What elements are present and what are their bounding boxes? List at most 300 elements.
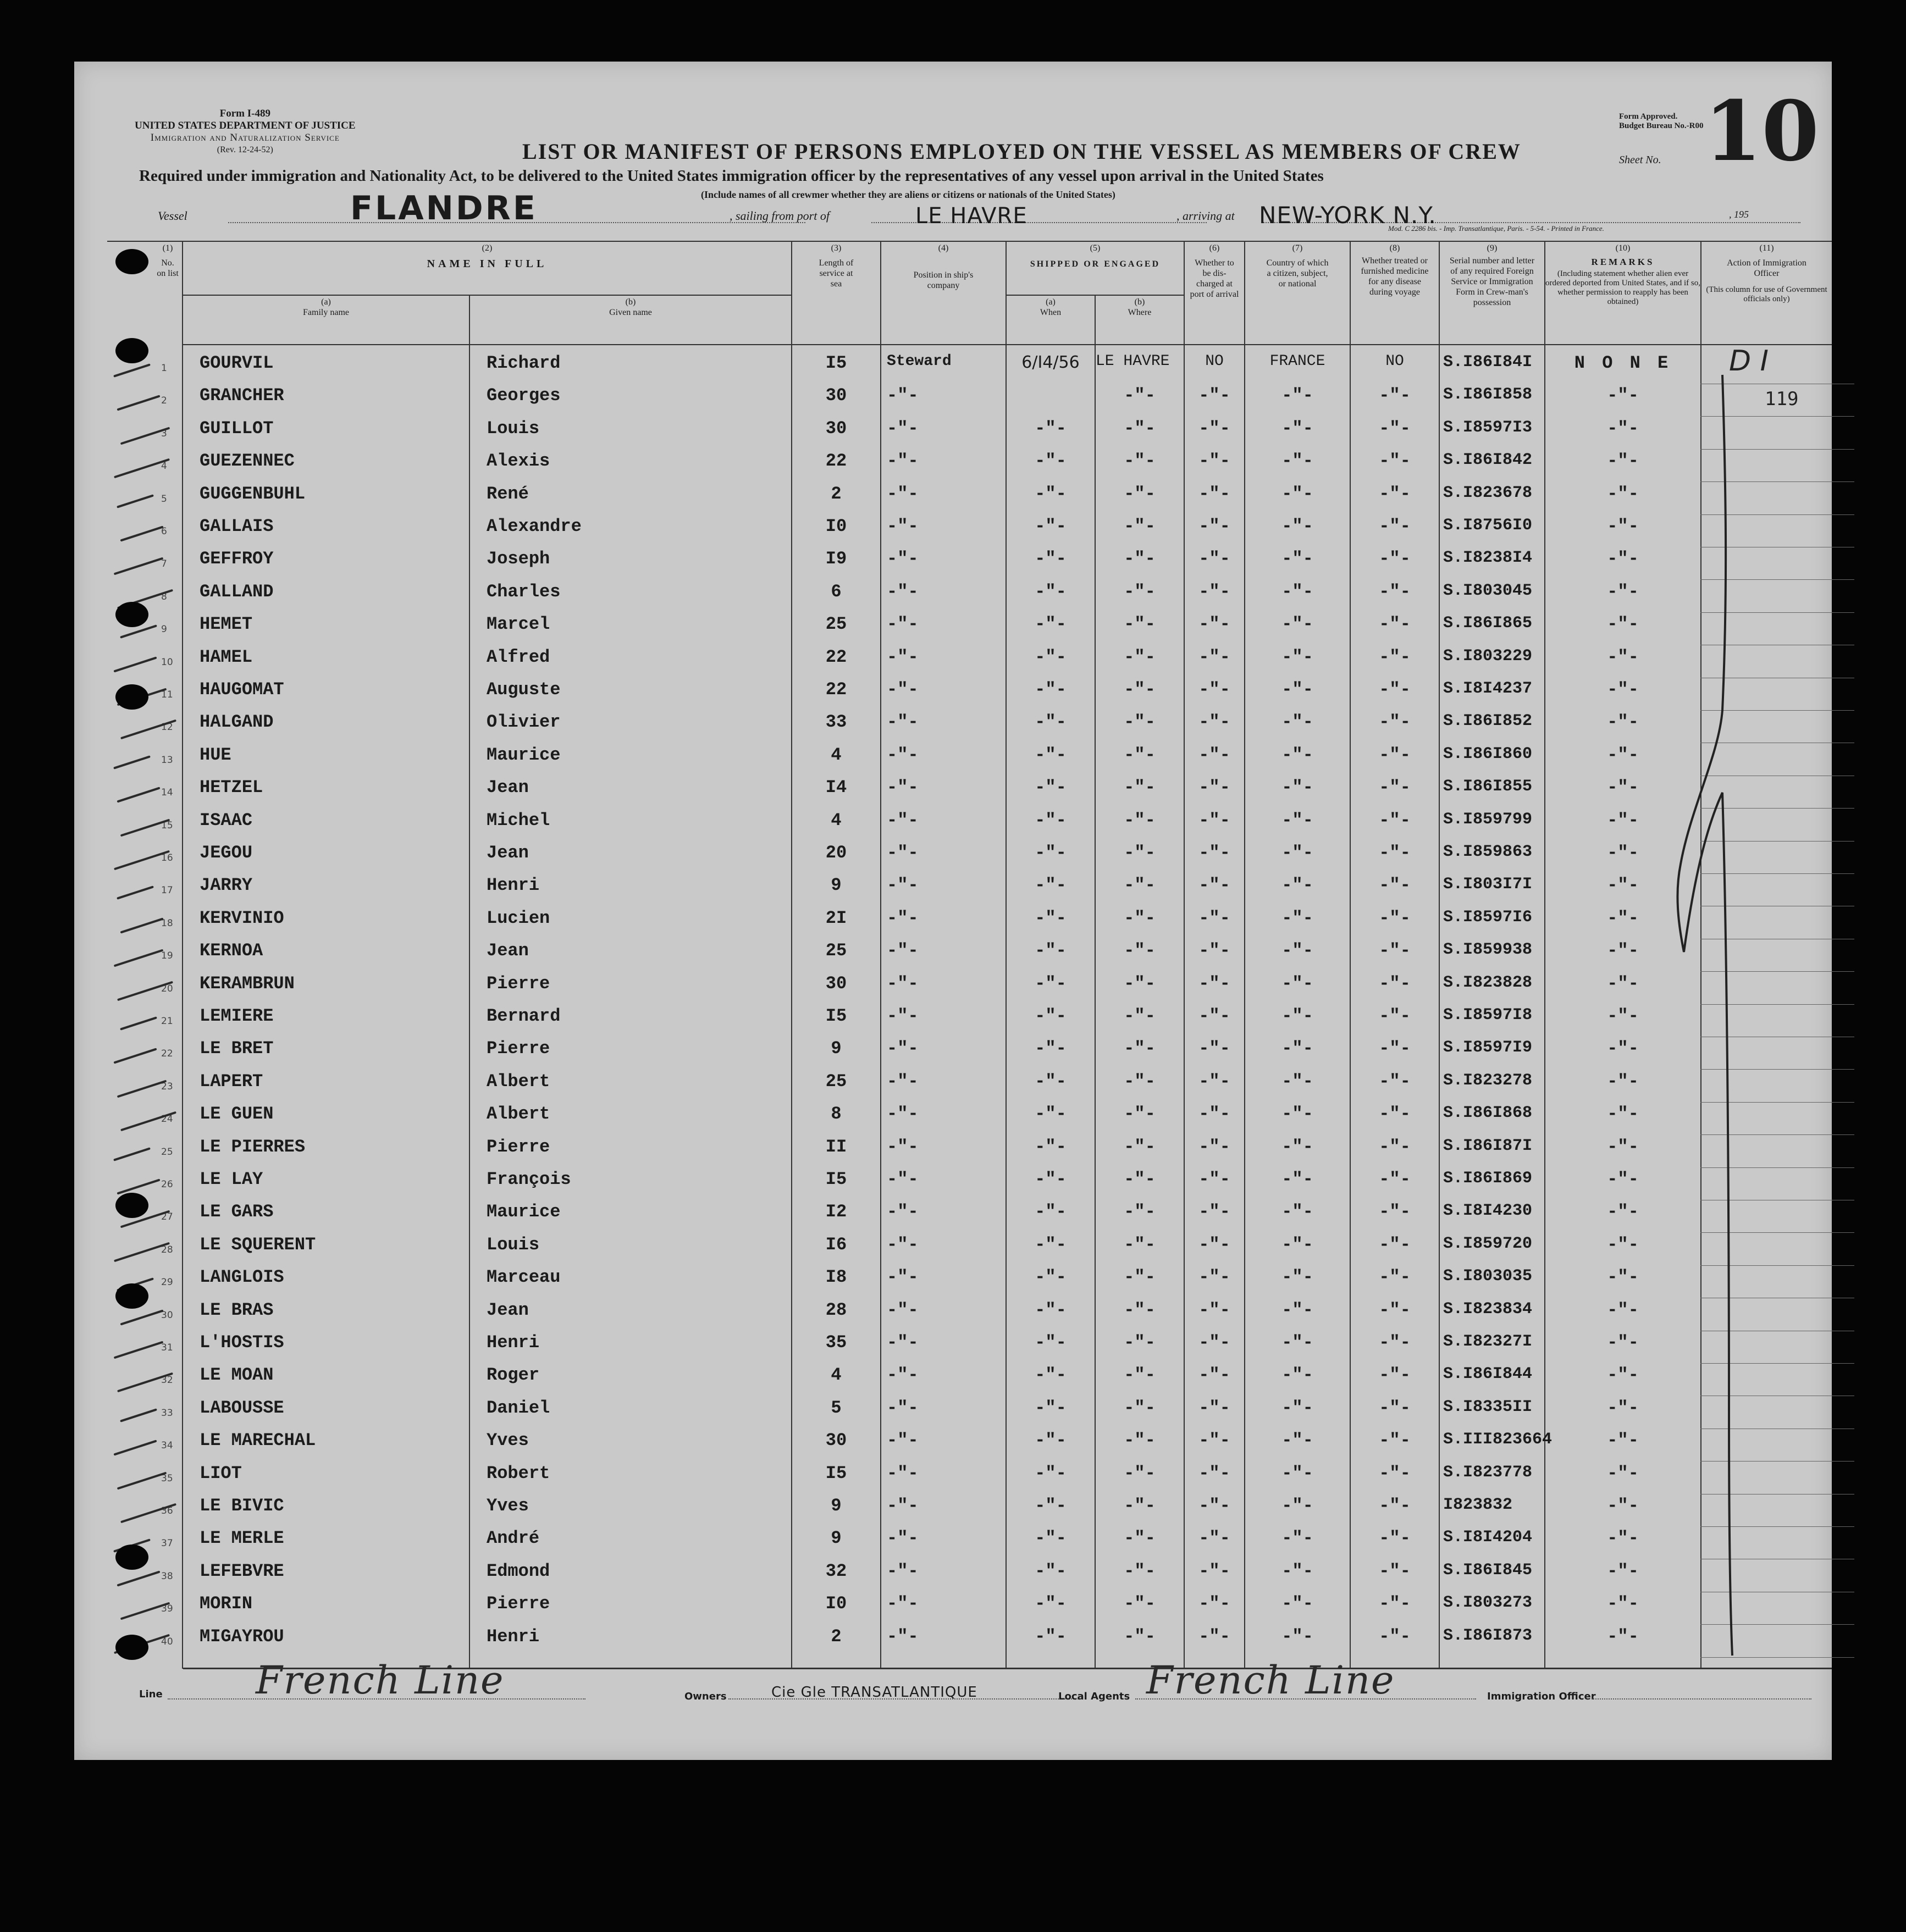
cell-position: -"-	[887, 1365, 919, 1385]
col11-subheader: (This column for use of Government officials only)	[1706, 285, 1827, 303]
cell-medicine: -"-	[1379, 647, 1411, 667]
cell-serial: S.I8597I9	[1443, 1038, 1533, 1057]
cell-serial: S.I86I84I	[1443, 353, 1533, 372]
grid-vline	[880, 241, 881, 1669]
cell-when: -"-	[1035, 1006, 1067, 1026]
col2-header: NAME IN FULL	[427, 258, 548, 270]
cell-when: -"-	[1035, 484, 1067, 504]
row-number: 19	[161, 950, 173, 961]
cell-length: 22	[825, 451, 847, 471]
cell-country: -"-	[1281, 843, 1313, 863]
cell-remarks: -"-	[1607, 385, 1639, 406]
owners-label: Owners	[684, 1691, 727, 1702]
cell-given: Charles	[487, 582, 561, 602]
cell-where: -"-	[1124, 908, 1156, 928]
cell-remarks: -"-	[1607, 973, 1639, 994]
cell-length: 2	[831, 484, 842, 504]
cell-when: -"-	[1035, 1463, 1067, 1483]
cell-given: Pierre	[487, 973, 550, 994]
cell-discharged: -"-	[1198, 1593, 1230, 1614]
cell-country: -"-	[1281, 679, 1313, 700]
cell-remarks: -"-	[1607, 418, 1639, 439]
cell-serial: S.I86I868	[1443, 1104, 1533, 1122]
cell-remarks: -"-	[1607, 940, 1639, 961]
cell-when: -"-	[1035, 810, 1067, 831]
cell-medicine: -"-	[1379, 1137, 1411, 1157]
cell-given: Pierre	[487, 1137, 550, 1157]
cell-medicine: -"-	[1379, 745, 1411, 765]
cell-when: -"-	[1035, 1398, 1067, 1418]
cell-discharged: -"-	[1198, 1496, 1230, 1516]
local-agents-label: Local Agents	[1058, 1691, 1130, 1702]
cell-position: -"-	[887, 1071, 919, 1092]
cell-given: Albert	[487, 1104, 550, 1124]
cell-when: -"-	[1035, 1267, 1067, 1287]
cell-country: -"-	[1281, 908, 1313, 928]
cell-position: -"-	[887, 1038, 919, 1059]
cell-family: GUILLOT	[200, 418, 274, 439]
cell-position: -"-	[887, 1235, 919, 1255]
punch-hole	[115, 1635, 148, 1660]
cell-family: LEFEBVRE	[200, 1561, 284, 1581]
cell-given: René	[487, 484, 529, 504]
cell-where: -"-	[1124, 1463, 1156, 1483]
vessel-label: Vessel	[158, 209, 187, 223]
cell-discharged: -"-	[1198, 1626, 1230, 1647]
cell-where: -"-	[1124, 1593, 1156, 1614]
check-mark	[117, 1472, 167, 1490]
cell-family: HETZEL	[200, 777, 263, 798]
printer-info: Mod. C 2286 bis. - Imp. Transatlantique, Paris. - 5-54. - Printed in France.	[1388, 224, 1604, 232]
cell-country: -"-	[1281, 712, 1313, 732]
cell-family: MIGAYROU	[200, 1626, 284, 1647]
cell-given: Georges	[487, 385, 561, 406]
cell-serial: S.I8335II	[1443, 1398, 1533, 1416]
check-mark	[114, 557, 164, 575]
cell-discharged: -"-	[1198, 418, 1230, 439]
row-number: 35	[161, 1473, 173, 1484]
cell-when: -"-	[1035, 875, 1067, 895]
cell-where: -"-	[1124, 614, 1156, 634]
cell-discharged: -"-	[1198, 1137, 1230, 1157]
cell-medicine: -"-	[1379, 418, 1411, 439]
cell-family: GUGGENBUHL	[200, 484, 306, 504]
row-number: 9	[161, 624, 167, 635]
cell-remarks: -"-	[1607, 1267, 1639, 1287]
cell-given: Robert	[487, 1463, 550, 1483]
arrival-port: NEW-YORK N.Y.	[1259, 202, 1437, 229]
row-number: 24	[161, 1114, 173, 1125]
cell-remarks: -"-	[1607, 1104, 1639, 1124]
cell-when: -"-	[1035, 1626, 1067, 1647]
row-number: 2	[161, 395, 167, 406]
cell-serial: S.I823828	[1443, 973, 1533, 992]
col10-subheader: (Including statement whether alien ever ordered deported from United States, and if so, whether permission to reapply has been obtained)	[1545, 269, 1701, 306]
cell-given: François	[487, 1169, 571, 1189]
cell-length: 9	[831, 875, 842, 895]
cell-when: -"-	[1035, 1528, 1067, 1548]
cell-where: -"-	[1124, 1626, 1156, 1647]
cell-given: Alexandre	[487, 516, 582, 536]
cell-medicine: NO	[1385, 353, 1404, 370]
cell-where: -"-	[1124, 1202, 1156, 1222]
col9-header: Serial number and letter of any required Foreign Service or Immigration Form in Crew-man's possession	[1449, 256, 1535, 307]
col7-number: (7)	[1292, 243, 1303, 253]
cell-discharged: -"-	[1198, 385, 1230, 406]
cell-country: -"-	[1281, 1626, 1313, 1647]
cell-remarks: -"-	[1607, 1300, 1639, 1320]
cell-family: GALLAIS	[200, 516, 274, 536]
cell-when: -"-	[1035, 745, 1067, 765]
cell-position: -"-	[887, 712, 919, 732]
cell-family: GRANCHER	[200, 385, 284, 406]
cell-family: KERNOA	[200, 940, 263, 961]
cell-serial: S.I86I852	[1443, 712, 1533, 730]
officer-annotation: D I	[1729, 345, 1769, 378]
punch-hole	[115, 684, 148, 710]
cell-where: -"-	[1124, 1071, 1156, 1092]
cell-given: Albert	[487, 1071, 550, 1092]
punch-hole	[115, 602, 148, 627]
approval-block	[1619, 112, 1704, 131]
cell-given: Edmond	[487, 1561, 550, 1581]
cell-serial: S.I859863	[1443, 843, 1533, 861]
cell-serial: S.I823678	[1443, 484, 1533, 502]
cell-serial: S.I8597I3	[1443, 418, 1533, 437]
cell-family: HAUGOMAT	[200, 679, 284, 700]
cell-position: -"-	[887, 1496, 919, 1516]
cell-remarks: -"-	[1607, 843, 1639, 863]
service-name: Immigration and Naturalization Service	[150, 132, 340, 143]
cell-when: -"-	[1035, 973, 1067, 994]
cell-medicine: -"-	[1379, 1202, 1411, 1222]
cell-position: -"-	[887, 647, 919, 667]
cell-position: -"-	[887, 810, 919, 831]
cell-given: Henri	[487, 875, 540, 895]
cell-country: -"-	[1281, 940, 1313, 961]
cell-discharged: -"-	[1198, 1398, 1230, 1418]
cell-discharged: -"-	[1198, 973, 1230, 994]
cell-length: 22	[825, 679, 847, 700]
cell-country: -"-	[1281, 549, 1313, 569]
cell-position: -"-	[887, 1202, 919, 1222]
cell-position: -"-	[887, 1137, 919, 1157]
col5-number: (5)	[1090, 243, 1101, 253]
col5a-number: (a)	[1046, 297, 1056, 307]
cell-given: Pierre	[487, 1593, 550, 1614]
cell-medicine: -"-	[1379, 1561, 1411, 1581]
cell-remarks: -"-	[1607, 679, 1639, 700]
cell-remarks: -"-	[1607, 1496, 1639, 1516]
cell-country: -"-	[1281, 516, 1313, 536]
cell-family: LE GARS	[200, 1202, 274, 1222]
check-mark	[120, 1016, 157, 1030]
cell-when: -"-	[1035, 1235, 1067, 1255]
cell-serial: S.I86I873	[1443, 1626, 1533, 1645]
cell-remarks: -"-	[1607, 908, 1639, 928]
cell-when: -"-	[1035, 1430, 1067, 1451]
grid-vline	[1439, 241, 1440, 1669]
cell-length: 25	[825, 940, 847, 961]
cell-length: I5	[825, 1169, 847, 1189]
cell-serial: S.I859799	[1443, 810, 1533, 829]
cell-where: -"-	[1124, 1169, 1156, 1189]
department-name: UNITED STATES DEPARTMENT OF JUSTICE	[135, 120, 356, 131]
cell-when: -"-	[1035, 940, 1067, 961]
cell-country: -"-	[1281, 582, 1313, 602]
cell-remarks: -"-	[1607, 1071, 1639, 1092]
cell-position: -"-	[887, 451, 919, 471]
check-mark	[114, 949, 164, 967]
cell-family: L'HOSTIS	[200, 1332, 284, 1353]
cell-remarks: -"-	[1607, 1332, 1639, 1353]
cell-family: LE MOAN	[200, 1365, 274, 1385]
cell-given: Auguste	[487, 679, 561, 700]
cell-discharged: -"-	[1198, 843, 1230, 863]
cell-medicine: -"-	[1379, 1071, 1411, 1092]
cell-where: -"-	[1124, 1300, 1156, 1320]
form-number: Form I-489	[219, 108, 270, 119]
check-mark	[117, 1570, 160, 1586]
punch-hole	[115, 338, 148, 363]
cell-medicine: -"-	[1379, 843, 1411, 863]
cell-medicine: -"-	[1379, 614, 1411, 634]
row-number: 38	[161, 1571, 173, 1582]
cell-given: Jean	[487, 940, 529, 961]
cell-given: Jean	[487, 1300, 529, 1320]
cell-where: -"-	[1124, 1006, 1156, 1026]
cell-position: -"-	[887, 1593, 919, 1614]
cell-country: -"-	[1281, 1038, 1313, 1059]
cell-length: I4	[825, 777, 847, 798]
cell-medicine: -"-	[1379, 1398, 1411, 1418]
cell-serial: S.I8I4204	[1443, 1528, 1533, 1547]
cell-country: FRANCE	[1269, 353, 1325, 370]
cell-serial: S.I8597I8	[1443, 1006, 1533, 1025]
cell-position: -"-	[887, 777, 919, 798]
cell-where: -"-	[1124, 1137, 1156, 1157]
cell-country: -"-	[1281, 1463, 1313, 1483]
cell-remarks: -"-	[1607, 1202, 1639, 1222]
cell-discharged: -"-	[1198, 451, 1230, 471]
cell-discharged: -"-	[1198, 1561, 1230, 1581]
cell-serial: S.I8I4230	[1443, 1202, 1533, 1220]
cell-position: Steward	[887, 353, 952, 370]
row-number: 26	[161, 1179, 173, 1190]
cell-remarks: N O N E	[1574, 353, 1672, 373]
cell-given: Yves	[487, 1496, 529, 1516]
col11-number: (11)	[1759, 243, 1774, 253]
cell-discharged: -"-	[1198, 875, 1230, 895]
cell-serial: S.I86I842	[1443, 451, 1533, 469]
cell-medicine: -"-	[1379, 1169, 1411, 1189]
cell-country: -"-	[1281, 1430, 1313, 1451]
check-mark	[117, 885, 154, 899]
year-label: , 195	[1729, 209, 1749, 220]
cell-discharged: -"-	[1198, 516, 1230, 536]
cell-given: Louis	[487, 1235, 540, 1255]
cell-serial: S.I8238I4	[1443, 549, 1533, 567]
row-number: 31	[161, 1342, 173, 1353]
cell-country: -"-	[1281, 1104, 1313, 1124]
cell-position: -"-	[887, 745, 919, 765]
owners-value: Cie Gle TRANSATLANTIQUE	[771, 1684, 977, 1701]
cell-country: -"-	[1281, 484, 1313, 504]
cell-length: I5	[825, 353, 847, 373]
row-number: 14	[161, 787, 173, 798]
cell-remarks: -"-	[1607, 1528, 1639, 1548]
cell-position: -"-	[887, 908, 919, 928]
check-mark	[117, 1178, 160, 1194]
cell-position: -"-	[887, 385, 919, 406]
cell-position: -"-	[887, 1332, 919, 1353]
cell-where: -"-	[1124, 385, 1156, 406]
cell-length: I9	[825, 549, 847, 569]
cell-length: 9	[831, 1038, 842, 1059]
header-bottom-rule	[183, 344, 1832, 345]
cell-position: -"-	[887, 614, 919, 634]
cell-discharged: -"-	[1198, 1202, 1230, 1222]
cell-discharged: -"-	[1198, 1104, 1230, 1124]
cell-where: -"-	[1124, 712, 1156, 732]
cell-given: Daniel	[487, 1398, 550, 1418]
cell-length: 32	[825, 1561, 847, 1581]
cell-medicine: -"-	[1379, 582, 1411, 602]
cell-length: 9	[831, 1528, 842, 1548]
cell-family: LE BRAS	[200, 1300, 274, 1320]
cell-when: -"-	[1035, 843, 1067, 863]
row-number: 36	[161, 1505, 173, 1516]
check-mark	[117, 395, 160, 411]
check-mark	[113, 1048, 157, 1064]
sailing-label: , sailing from port of	[730, 209, 830, 223]
cell-length: 30	[825, 385, 847, 406]
cell-position: -"-	[887, 1430, 919, 1451]
cell-country: -"-	[1281, 1561, 1313, 1581]
cell-position: -"-	[887, 843, 919, 863]
cell-when: -"-	[1035, 908, 1067, 928]
row-number: 40	[161, 1636, 173, 1647]
cell-discharged: -"-	[1198, 940, 1230, 961]
col5-header: SHIPPED OR ENGAGED	[1030, 259, 1161, 269]
cell-remarks: -"-	[1607, 484, 1639, 504]
cell-where: -"-	[1124, 1038, 1156, 1059]
manifest-sheet	[74, 62, 1832, 1760]
check-mark	[120, 917, 163, 933]
cell-where: -"-	[1124, 1104, 1156, 1124]
cell-country: -"-	[1281, 777, 1313, 798]
col3-number: (3)	[831, 243, 842, 253]
form-approved-text: Form Approved.	[1619, 112, 1678, 121]
col6-number: (6)	[1209, 243, 1220, 253]
cell-remarks: -"-	[1607, 549, 1639, 569]
cell-given: Jean	[487, 843, 529, 863]
cell-discharged: -"-	[1198, 679, 1230, 700]
cell-position: -"-	[887, 1561, 919, 1581]
cell-given: Joseph	[487, 549, 550, 569]
header-top-rule	[107, 241, 1832, 242]
cell-country: -"-	[1281, 1006, 1313, 1026]
check-mark	[120, 1408, 157, 1422]
cell-country: -"-	[1281, 1071, 1313, 1092]
cell-discharged: -"-	[1198, 582, 1230, 602]
cell-position: -"-	[887, 1626, 919, 1647]
cell-discharged: NO	[1205, 353, 1224, 370]
cell-medicine: -"-	[1379, 549, 1411, 569]
cell-serial: S.I823278	[1443, 1071, 1533, 1090]
cell-discharged: -"-	[1198, 1463, 1230, 1483]
cell-length: 4	[831, 745, 842, 765]
row-number: 4	[161, 461, 167, 472]
row-number: 21	[161, 1016, 173, 1027]
name-sub-rule	[183, 295, 791, 296]
cell-serial: S.I86I844	[1443, 1365, 1533, 1383]
cell-position: -"-	[887, 875, 919, 895]
cell-when: -"-	[1035, 451, 1067, 471]
cell-discharged: -"-	[1198, 810, 1230, 831]
row-number: 17	[161, 885, 173, 896]
cell-when: -"-	[1035, 1365, 1067, 1385]
line-label: Line	[139, 1689, 163, 1700]
cell-where: -"-	[1124, 843, 1156, 863]
cell-family: LE GUEN	[200, 1104, 274, 1124]
cell-country: -"-	[1281, 1365, 1313, 1385]
cell-family: HUE	[200, 745, 231, 765]
cell-medicine: -"-	[1379, 1332, 1411, 1353]
row-number: 34	[161, 1440, 173, 1451]
immigration-officer-label: Immigration Officer	[1487, 1691, 1596, 1702]
cell-length: 30	[825, 1430, 847, 1451]
cell-medicine: -"-	[1379, 1593, 1411, 1614]
cell-serial: S.I859938	[1443, 940, 1533, 959]
cell-when: -"-	[1035, 614, 1067, 634]
col8-header: Whether treated or furnished medicine for any disease during voyage	[1361, 256, 1429, 297]
cell-position: -"-	[887, 1006, 919, 1026]
cell-length: I0	[825, 516, 847, 536]
punch-hole	[115, 249, 148, 274]
cell-where: -"-	[1124, 1496, 1156, 1516]
cell-given: Alexis	[487, 451, 550, 471]
cell-length: 20	[825, 843, 847, 863]
cell-when: -"-	[1035, 712, 1067, 732]
cell-remarks: -"-	[1607, 1398, 1639, 1418]
cell-country: -"-	[1281, 1137, 1313, 1157]
row-number: 22	[161, 1048, 173, 1059]
cell-serial: S.I8597I6	[1443, 908, 1533, 927]
cell-discharged: -"-	[1198, 1038, 1230, 1059]
cell-discharged: -"-	[1198, 484, 1230, 504]
cell-when: -"-	[1035, 647, 1067, 667]
cell-length: I5	[825, 1463, 847, 1483]
cell-medicine: -"-	[1379, 1038, 1411, 1059]
cell-position: -"-	[887, 418, 919, 439]
cell-medicine: -"-	[1379, 451, 1411, 471]
cell-country: -"-	[1281, 1300, 1313, 1320]
check-mark	[113, 363, 151, 377]
check-mark	[113, 755, 151, 769]
row-number: 3	[161, 428, 167, 439]
cell-length: I6	[825, 1235, 847, 1255]
cell-when: -"-	[1035, 418, 1067, 439]
cell-remarks: -"-	[1607, 1038, 1639, 1059]
cell-when: -"-	[1035, 582, 1067, 602]
cell-where: -"-	[1124, 484, 1156, 504]
cell-serial: S.I803273	[1443, 1593, 1533, 1612]
form-id-block	[135, 108, 356, 156]
cell-position: -"-	[887, 1169, 919, 1189]
cell-given: André	[487, 1528, 540, 1548]
cell-length: 25	[825, 614, 847, 634]
